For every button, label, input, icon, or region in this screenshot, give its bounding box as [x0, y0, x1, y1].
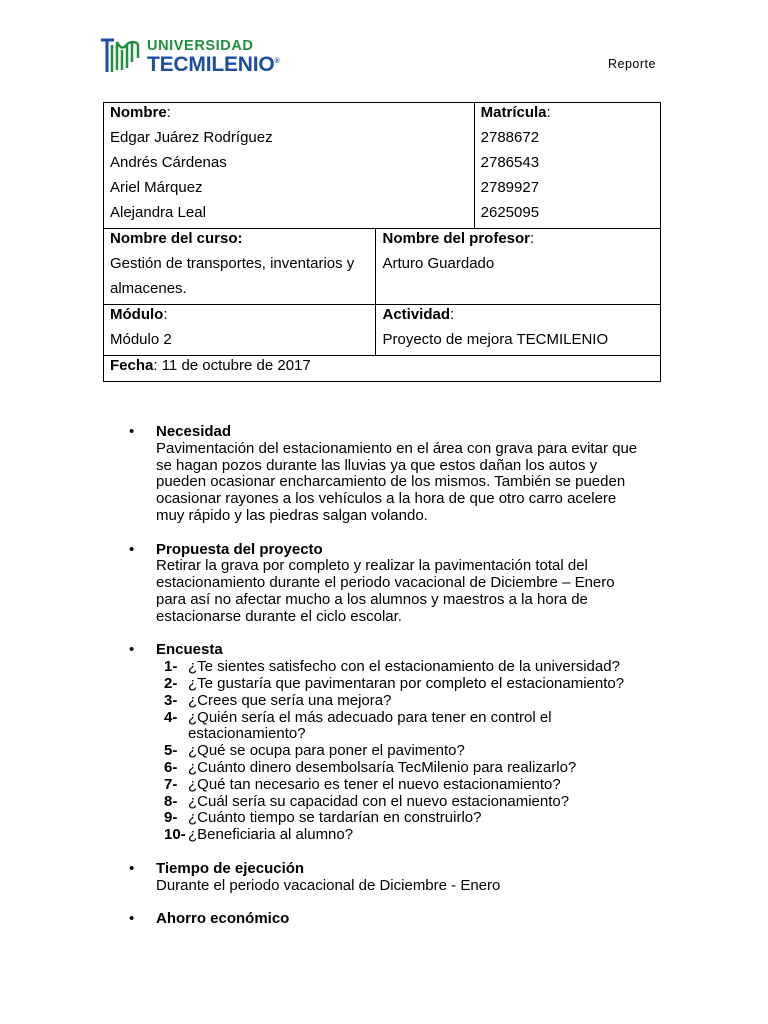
- info-table: [103, 102, 661, 382]
- survey-questions: [156, 659, 675, 844]
- text-line: estacionarse durante el ciclo escolar.: [156, 607, 402, 625]
- student-id: 2789927: [480, 179, 540, 196]
- document-type: Reporte: [608, 57, 656, 71]
- profesor-cell: [376, 229, 661, 305]
- profesor-label: Nombre del profesor: [382, 230, 531, 247]
- fecha-label: Fecha: [110, 357, 154, 374]
- survey-question: 3- ¿Crees que sería una mejora?: [164, 691, 392, 709]
- bullet-icon: •: [129, 859, 135, 877]
- section-ahorro: [129, 910, 675, 928]
- text-line: para así no afectar mucho a los alumnos y maestros a la hora de: [156, 590, 588, 608]
- survey-question: 9- ¿Cuánto tiempo se tardarían en construirlo?: [164, 809, 482, 827]
- section-title: Ahorro económico: [156, 910, 290, 928]
- student-id: 2788672: [480, 129, 540, 146]
- section-title: Necesidad: [156, 423, 232, 440]
- registered-mark: ®: [274, 58, 280, 65]
- matricula-label: Matrícula: [480, 104, 547, 121]
- profesor-row: Nombre del profesor:: [382, 230, 535, 247]
- section-propuesta: [129, 540, 675, 626]
- text-line: se hagan pozos durante las lluvias ya que estos dañan los autos y: [156, 456, 598, 474]
- student-id: 2786543: [480, 154, 540, 171]
- actividad-value: Proyecto de mejora TECMILENIO: [382, 331, 609, 348]
- survey-question: 4- ¿Quién sería el más adecuado para tener en control el estacionamiento?: [164, 708, 552, 743]
- survey-question: 8- ¿Cuál sería su capacidad con el nuevo estacionamiento?: [164, 792, 570, 810]
- text-line: Durante el periodo vacacional de Diciembre - Enero: [156, 876, 501, 894]
- section-title: Encuesta: [156, 641, 223, 659]
- ids-cell: [474, 103, 660, 229]
- logo-line2: TECMILENIO®: [147, 53, 280, 76]
- fecha-value: 11 de octubre de 2017: [161, 357, 311, 374]
- actividad-label: Actividad: [382, 306, 450, 323]
- section-necesidad: [129, 423, 675, 525]
- survey-question: 5- ¿Qué se ocupa para poner el pavimento?: [164, 742, 465, 760]
- student-id: 2625095: [480, 204, 540, 221]
- student-name: Edgar Juárez Rodríguez: [110, 129, 273, 146]
- nombre-row: Nombre:: [110, 104, 171, 121]
- actividad-row: Actividad:: [382, 306, 455, 323]
- matricula-row: Matrícula:: [480, 104, 551, 121]
- survey-question: 6- ¿Cuánto dinero desembolsaría TecMilenio para realizarlo?: [164, 758, 577, 776]
- section-tiempo: [129, 859, 675, 895]
- students-cell: [104, 103, 475, 229]
- curso-label: Nombre del curso:: [110, 230, 243, 247]
- tecmilenio-mark-icon: [100, 36, 144, 76]
- fecha-row: Fecha: 11 de octubre de 2017: [110, 357, 311, 374]
- survey-question: 10- ¿Beneficiaria al alumno?: [164, 826, 354, 844]
- text-line: ocasionar rayones a los vehículos a la hora de que otro carro acelere: [156, 490, 617, 508]
- modulo-row: Módulo:: [110, 306, 168, 323]
- report-sections: [129, 423, 675, 945]
- fecha-cell: [104, 356, 661, 382]
- profesor-name: Arturo Guardado: [382, 255, 495, 272]
- curso-line2: almacenes.: [110, 280, 187, 297]
- text-line: Retirar la grava por completo y realizar la pavimentación total del: [156, 557, 588, 575]
- bullet-icon: •: [129, 641, 135, 659]
- university-logo: [100, 36, 300, 80]
- bullet-icon: •: [129, 540, 135, 558]
- student-name: Ariel Márquez: [110, 179, 203, 196]
- curso-line1: Gestión de transportes, inventarios y: [110, 255, 355, 272]
- modulo-cell: [104, 305, 376, 356]
- text-line: estacionamiento durante el periodo vacacional de Diciembre – Enero: [156, 574, 615, 592]
- modulo-label: Módulo: [110, 306, 164, 323]
- curso-cell: [104, 229, 376, 305]
- student-name: Alejandra Leal: [110, 204, 206, 221]
- actividad-cell: [376, 305, 661, 356]
- survey-question: 7- ¿Qué tan necesario es tener el nuevo estacionamiento?: [164, 775, 561, 793]
- section-encuesta: [129, 641, 675, 844]
- survey-question: 2- ¿Te gustaría que pavimentaran por completo el estacionamiento?: [164, 674, 625, 692]
- nombre-label: Nombre: [110, 104, 167, 121]
- bullet-icon: •: [129, 910, 135, 928]
- text-line: pueden ocasionar encharcamiento de los mismos. También se pueden: [156, 473, 626, 491]
- modulo-value: Módulo 2: [110, 331, 172, 348]
- survey-question: 1- ¿Te sientes satisfecho con el estacionamiento de la universidad?: [164, 658, 620, 676]
- bullet-icon: •: [129, 423, 135, 440]
- text-line: Pavimentación del estacionamiento en el área con grava para evitar que: [156, 439, 638, 457]
- text-line: muy rápido y las piedras salgan volando.: [156, 506, 428, 524]
- section-title: Propuesta del proyecto: [156, 540, 323, 558]
- logo-line1: UNIVERSIDAD: [147, 38, 254, 54]
- student-name: Andrés Cárdenas: [110, 154, 227, 171]
- section-title: Tiempo de ejecución: [156, 859, 305, 877]
